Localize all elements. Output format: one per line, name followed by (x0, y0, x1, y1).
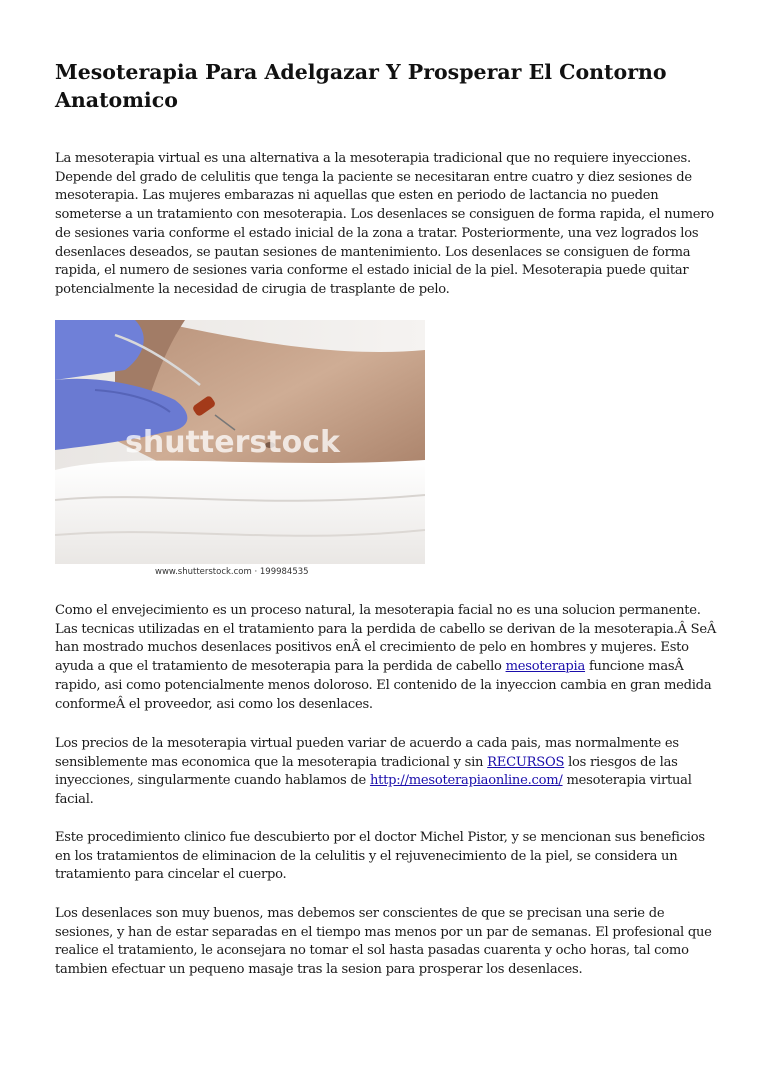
recursos-link[interactable]: RECURSOS (487, 754, 565, 770)
paragraph-aging-text-2: funcione masÂ rapido, asi como potencialmente menos doloroso. El contenido de la inyeccion cambia en gran medida conformeÂ el proveedor, asi como los desenlaces. (55, 659, 712, 712)
paragraph-prices-text-2: los riesgos de las inyecciones, singularmente cuando hablamos de (55, 754, 678, 789)
mesoterapiaonline-link[interactable]: http://mesoterapiaonline.com/ (369, 773, 563, 789)
mesoterapia-link[interactable]: mesoterapia (505, 659, 586, 675)
photo-credit: www.shutterstock.com · 199984535 (155, 567, 309, 577)
paragraph-aging (55, 602, 720, 714)
paragraph-prices-text-3: mesoterapia virtual facial. (55, 773, 692, 808)
paragraph-intro: La mesoterapia virtual es una alternativa a la mesoterapia tradicional que no requiere inyecciones. Depende del grado de celulitis que tenga la paciente se necesitaran entre cuatro y diez sesiones de mesoterapia. Las mujeres embarazas ni aquellas que esten en periodo de lactancia no pueden someterse a un tratamiento con mesoterapia. Los desenlaces se consiguen de forma rapida, el numero de sesiones varia conforme el estado inicial de la zona a tratar. Posteriormente, una vez logrados los desenlaces deseados, se pautan sesiones de mantenimiento. Los desenlaces se consiguen de forma rapida, el numero de sesiones varia conforme el estado inicial de la piel. Mesoterapia puede quitar potencialmente la necesidad de cirugia de trasplante de pelo. (55, 151, 714, 297)
photo-illustration (55, 320, 425, 582)
paragraph-prices (55, 735, 720, 810)
paragraph-results: Los desenlaces son muy buenos, mas debemos ser conscientes de que se precisan una serie de sesiones, y han de estar separadas en el tiempo mas menos por un par de semanas. El profesional que realice el tratamiento, le aconsejara no tomar el sol hasta pasadas cuarenta y ocho horas, tal como tambien efectuar un pequeno masaje tras la sesion para prosperar los desenlaces. (55, 906, 712, 978)
page-title: Mesoterapia Para Adelgazar Y Prosperar El Contorno Anatomico (55, 60, 667, 112)
paragraph-procedure: Este procedimiento clinico fue descubierto por el doctor Michel Pistor, y se mencionan sus beneficios en los tratamientos de eliminacion de la celulitis y el rejuvenecimiento de la piel, se considera un tratamiento para cincelar el cuerpo. (55, 830, 705, 883)
paragraph-prices-text-1: Los precios de la mesoterapia virtual pueden variar de acuerdo a cada pais, mas normalmente es sensiblemente mas economica que la mesoterapia tradicional y sin (55, 736, 679, 770)
watermark-text: shutterstock (125, 425, 340, 460)
paragraph-aging-text-1: Como el envejecimiento es un proceso natural, la mesoterapia facial no es una solucion permanente. Las tecnicas utilizadas en el tratamiento para la perdida de cabello se derivan de la mesoterapia.Â SeÂ han mostrado muchos desenlaces positivos enÂ el crecimiento de pelo en hombres y mujeres. Esto ayuda a que el tratamiento de mesoterapia para la perdida de cabello (55, 603, 717, 675)
treatment-photo (55, 320, 425, 582)
